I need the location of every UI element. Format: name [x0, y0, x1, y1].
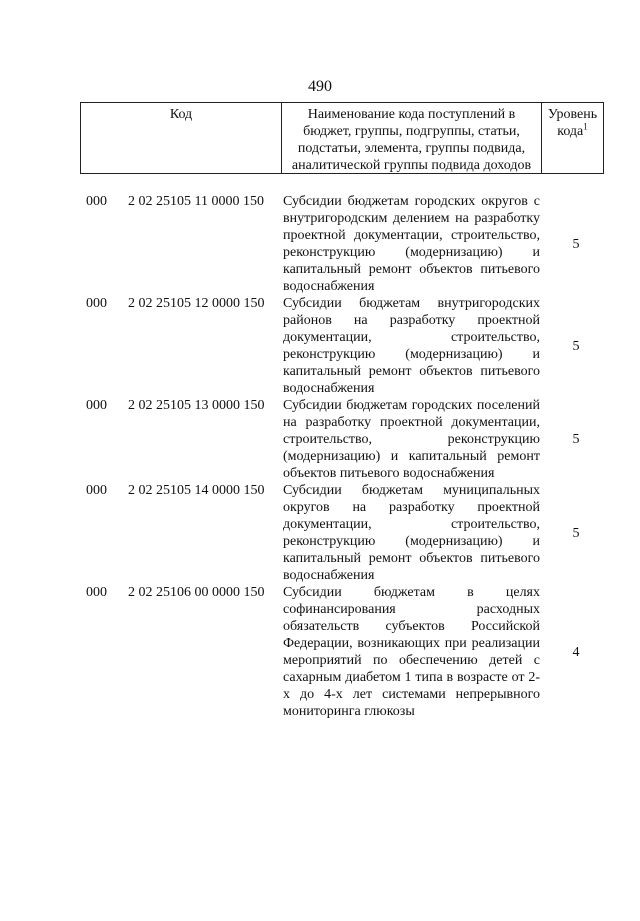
table-body — [80, 193, 604, 720]
code-level-cell: 5 — [572, 432, 580, 447]
code-level-cell: 4 — [572, 644, 580, 660]
revenue-name-cell: Субсидии бюджетам муниципальных округов на разработку проектной документации, строительство, реконструкцию (модернизацию) и капитальный ремонт объектов питьевого водоснабжения — [283, 483, 540, 583]
revenue-name-cell: Субсидии бюджетам городских поселений на разработку проектной документации, строительство, реконструкцию (модернизацию) и капитальный ремонт объектов питьевого водоснабжения — [283, 398, 540, 481]
admin-code-cell: 000 — [86, 398, 107, 413]
revenue-code-cell: 2 02 25105 11 0000 150 — [128, 194, 264, 209]
revenue-code-cell: 2 02 25105 13 0000 150 — [128, 398, 265, 413]
revenue-name-cell: Субсидии бюджетам в целях софинансирования расходных обязательств субъектов Российской Федерации, возникающих при реализации мероприятий по обеспечению детей с сахарным диабетом 1 типа в возрасте от 2-х до 4-х лет системами непрерывного мониторинга глюкозы — [283, 585, 540, 719]
admin-code-cell: 000 — [86, 296, 107, 311]
code-level-cell: 5 — [572, 236, 580, 252]
table-row — [80, 482, 604, 584]
header-level-cell — [542, 103, 603, 173]
admin-code-cell: 000 — [86, 585, 107, 600]
header-code-cell: Код — [81, 103, 282, 173]
revenue-code-cell: 2 02 25106 00 0000 150 — [128, 585, 265, 600]
admin-code-cell: 000 — [86, 483, 107, 498]
header-name-cell: Наименование кода поступлений в бюджет, группы, подгруппы, статьи, подстатьи, элемента, группы подвида, аналитической группы подвида доходов — [282, 103, 542, 173]
admin-code-cell: 000 — [86, 194, 107, 209]
header-level-label: Уровень кода — [547, 107, 598, 139]
table-header — [80, 102, 604, 174]
table-row — [80, 193, 604, 295]
page-number: 490 — [308, 78, 332, 95]
code-level-cell: 5 — [572, 525, 580, 541]
revenue-name-cell: Субсидии бюджетам внутригородских районов на разработку проектной документации, строительство, реконструкцию (модернизацию) и капитальный ремонт объектов питьевого водоснабжения — [283, 296, 540, 396]
footnote-marker: 1 — [583, 121, 588, 132]
revenue-code-cell: 2 02 25105 12 0000 150 — [128, 296, 265, 311]
revenue-name-cell: Субсидии бюджетам городских округов с внутригородским делением на разработку проектной документации, строительство, реконструкцию (модернизацию) и капитальный ремонт объектов питьевого водоснабжения — [283, 194, 540, 294]
code-level-cell: 5 — [572, 338, 580, 354]
revenue-code-cell: 2 02 25105 14 0000 150 — [128, 483, 265, 498]
table-row — [80, 295, 604, 397]
table-row — [80, 584, 604, 720]
table-row — [80, 397, 604, 482]
